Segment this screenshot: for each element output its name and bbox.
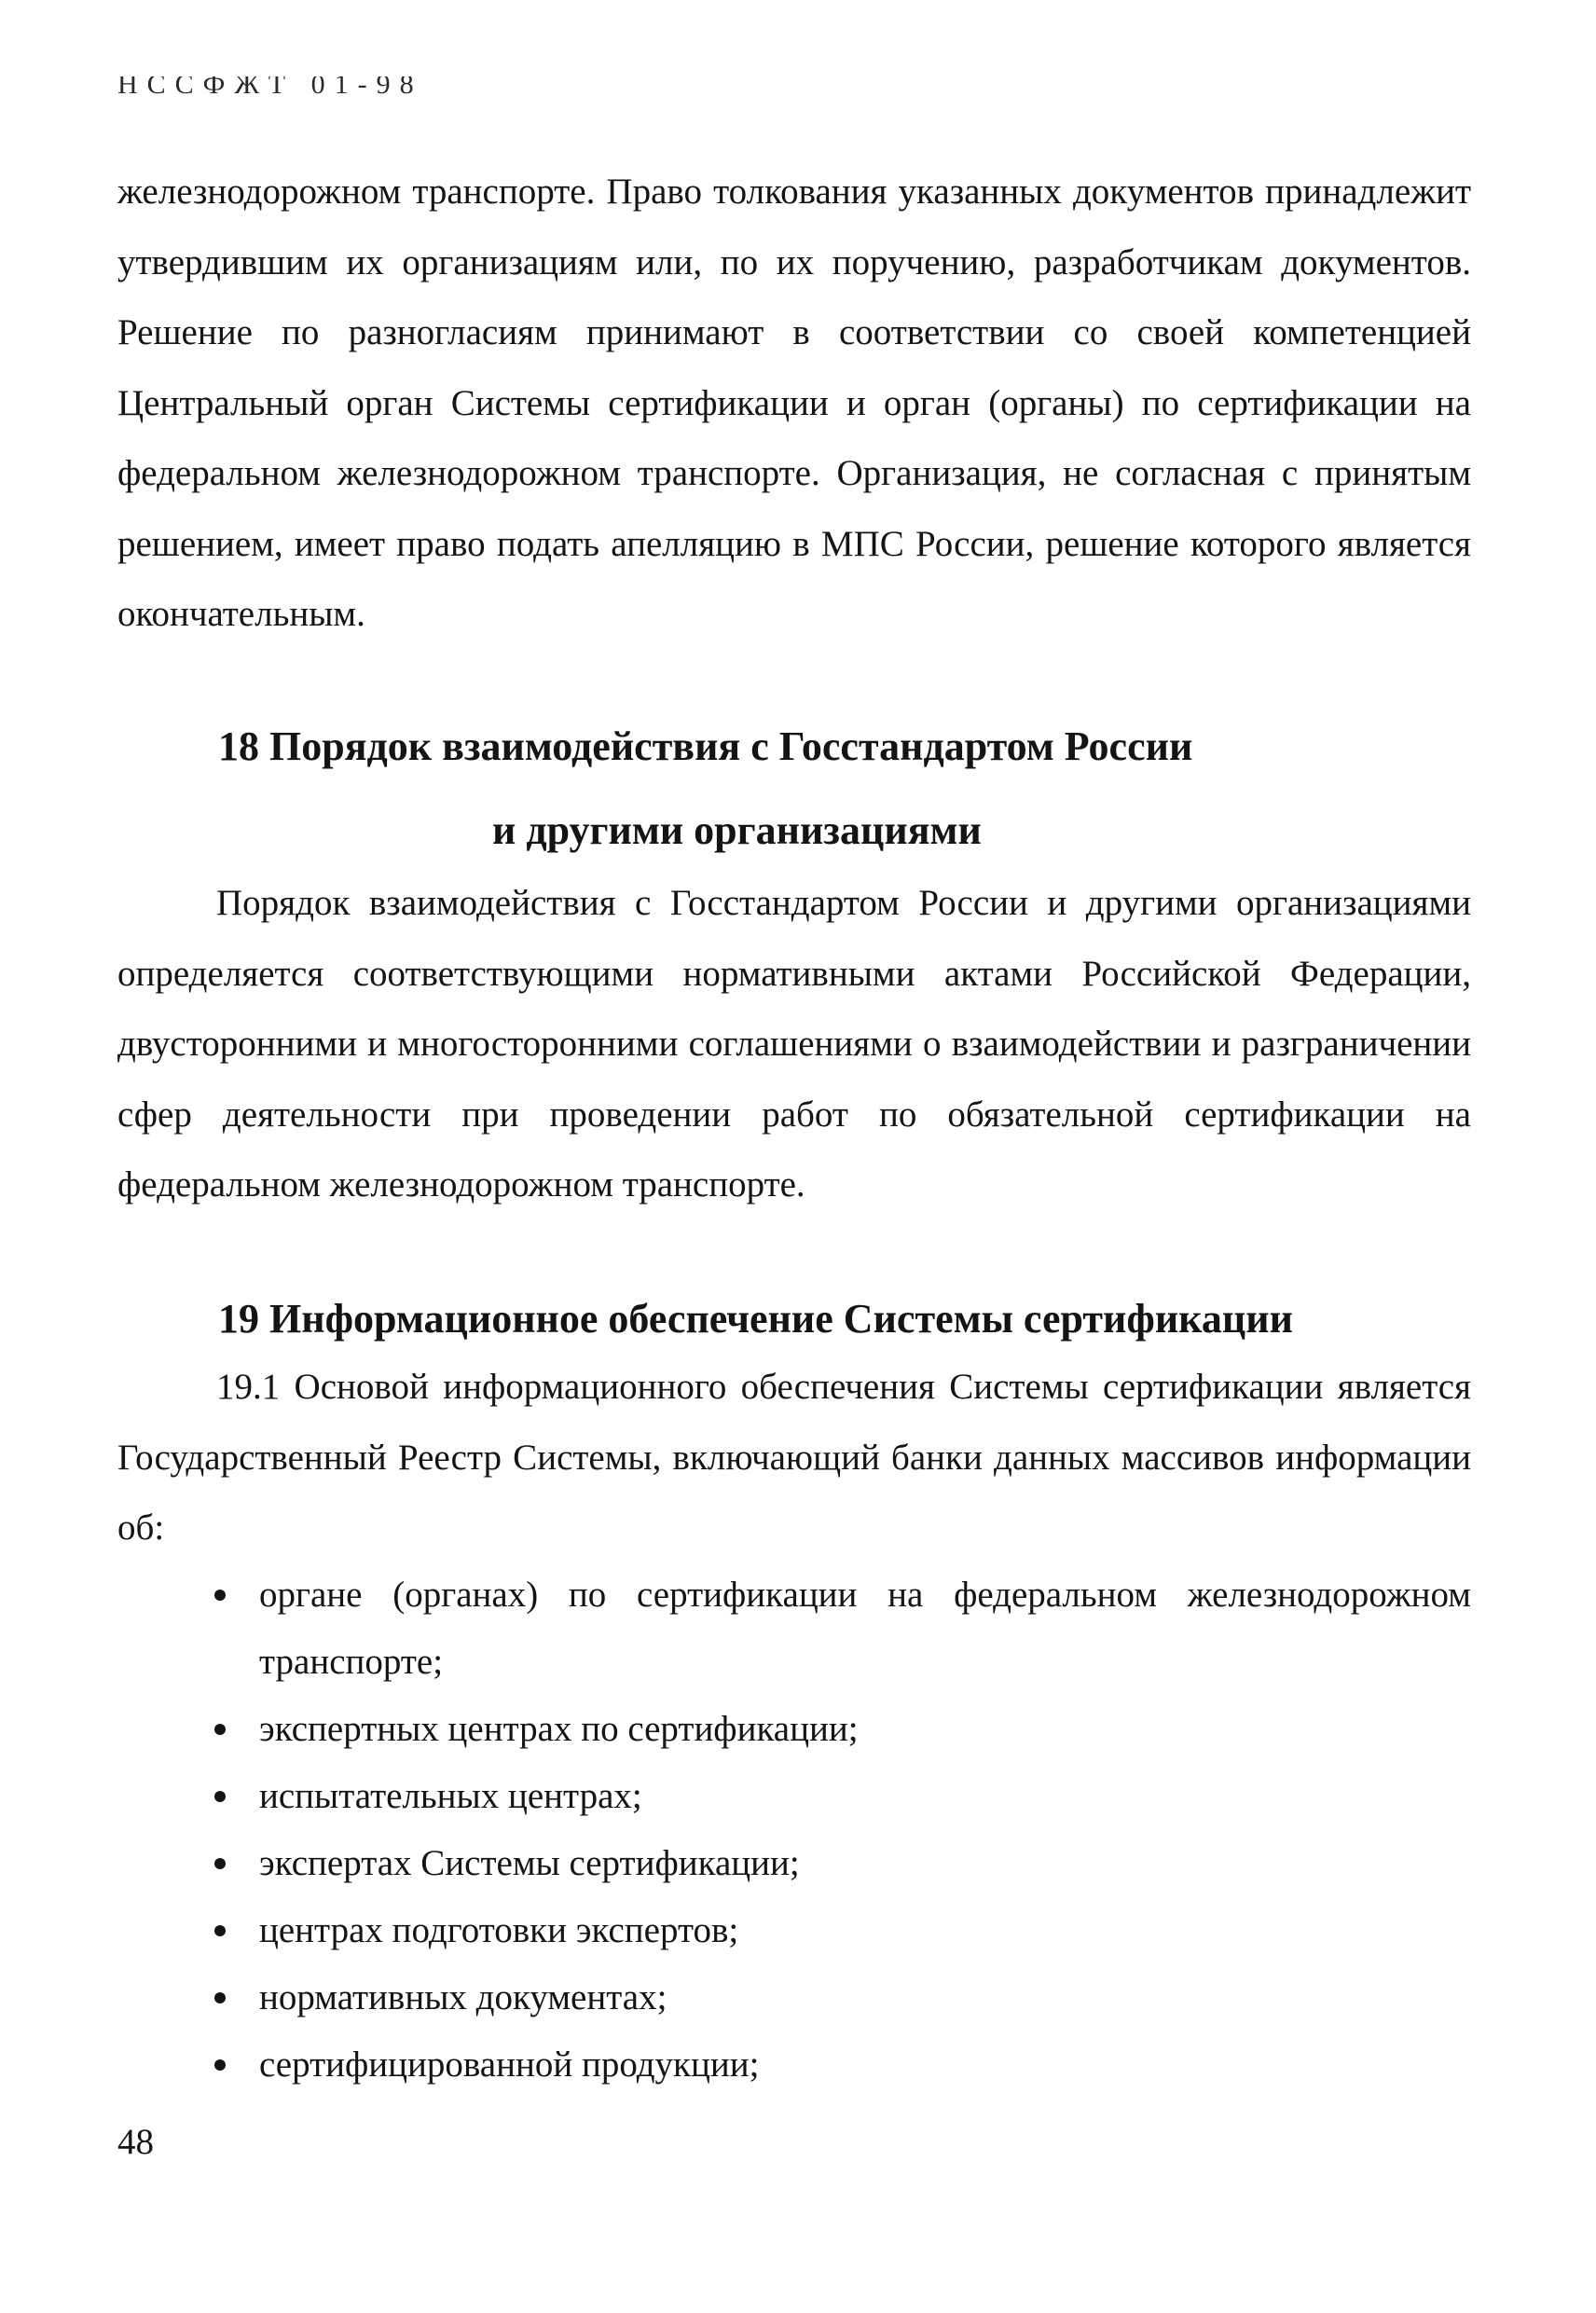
section-18-heading	[117, 705, 1471, 873]
section-18-paragraph: Порядок взаимодействия с Госстандартом России и другими организациями определяется соответствующими нормативными актами Российской Федерации, двусторонними и многосторонними соглашениями о взаимодействии и разграничении сфер деятельности при проведении работ по обязательной сертификации на федеральном железнодорожном транспорте.	[117, 883, 1471, 1205]
list-item	[211, 2031, 1471, 2099]
section-18-heading-line2: и другими организациями	[492, 807, 982, 853]
bullet-icon	[214, 1791, 226, 1802]
page-number: 48	[117, 2122, 154, 2162]
list-item-text: испытательных центрах;	[259, 1776, 642, 1816]
bullet-icon	[214, 1925, 226, 1936]
section-19-paragraph: 19.1 Основой информационного обеспечения Системы сертификации является Государственный Реестр Системы, включающий банки данных массивов информации об:	[117, 1367, 1471, 1548]
bullet-icon	[214, 1724, 226, 1735]
list-item-text: центрах подготовки экспертов;	[259, 1910, 739, 1950]
list-item-text: сертифицированной продукции;	[259, 2045, 760, 2085]
list-item	[211, 1964, 1471, 2031]
list-item-text: органе (органах) по сертификации на федеральном железнодорожном транспорте;	[259, 1575, 1471, 1682]
list-item-text: нормативных документах;	[259, 1977, 667, 2017]
section-19-heading: 19 Информационное обеспечение Системы сертификации	[218, 1296, 1293, 1342]
list-item	[211, 1562, 1471, 1696]
list-item	[211, 1696, 1471, 1763]
bullet-icon	[214, 1590, 226, 1601]
bullet-icon	[214, 1992, 226, 2003]
bullet-icon	[214, 1858, 226, 1869]
bullet-icon	[214, 2059, 226, 2071]
section-18-heading-line1: 18 Порядок взаимодействия с Госстандартом России	[218, 723, 1193, 769]
running-header: НССФЖТ 01-98	[117, 76, 423, 99]
list-item	[211, 1830, 1471, 1897]
list-item	[211, 1763, 1471, 1830]
list-item-text: экспертных центрах по сертификации;	[259, 1709, 859, 1749]
registry-bullet-list	[211, 1562, 1471, 2099]
list-item	[211, 1897, 1471, 1964]
continued-paragraph: железнодорожном транспорте. Право толкования указанных документов принадлежит утвердившим их организациям или, по их поручению, разработчикам документов. Решение по разногласиям принимают в соответствии со своей компетенцией Центральный орган Системы сертификации и орган (органы) по сертификации на федеральном железнодорожном транспорте. Организация, не согласная с принятым решением, имеет право подать апелляцию в МПС России, решение которого является окончательным.	[117, 172, 1471, 634]
list-item-text: экспертах Системы сертификации;	[259, 1843, 800, 1883]
